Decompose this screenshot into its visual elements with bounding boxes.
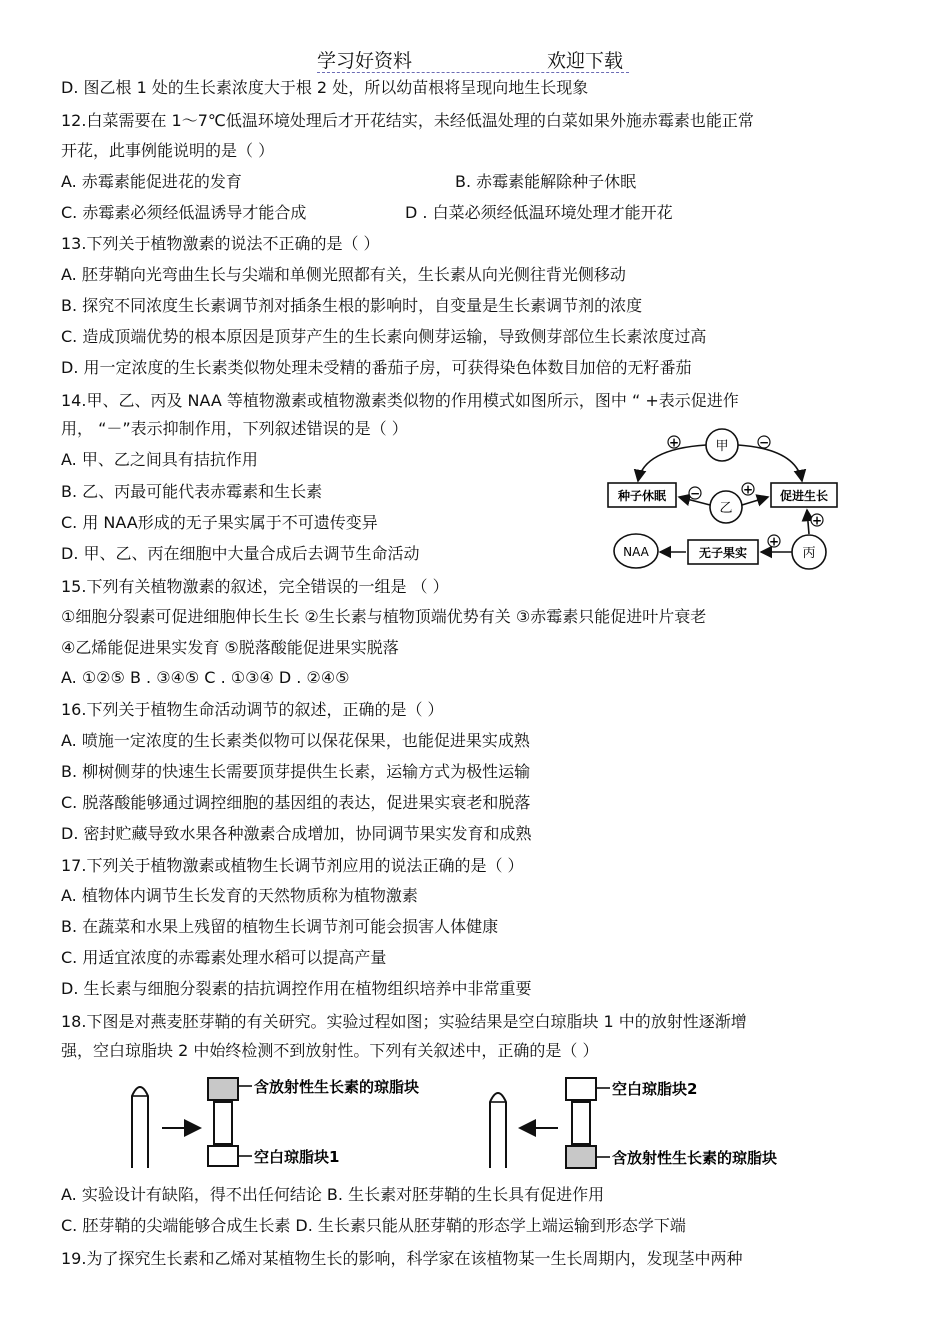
header-dashed-underline — [317, 72, 629, 73]
q18-experiment-diagram — [118, 1072, 838, 1182]
q13-stem: 13.下列关于植物激素的说法不正确的是（ ） — [61, 234, 380, 253]
q16-option-b: B. 柳树侧芽的快速生长需要顶芽提供生长素，运输方式为极性运输 — [61, 762, 531, 781]
jia-label: 甲 — [715, 439, 729, 454]
q13-option-b: B. 探究不同浓度生长素调节剂对插条生根的影响时，自变量是生长素调节剂的浓度 — [61, 296, 643, 315]
minus-sign-jia-right — [758, 436, 770, 450]
arrow-jia-to-growth — [738, 445, 802, 481]
arrow-yi-to-growth — [742, 497, 768, 505]
q12-option-c: C. 赤霉素必须经低温诱导才能合成 — [61, 203, 307, 222]
arrow-jia-to-dormancy — [638, 445, 706, 481]
q18-options-ab: A. 实验设计有缺陷，得不出任何结论 B. 生长素对胚芽鞘的生长具有促进作用 — [61, 1185, 605, 1204]
q14-option-b: B. 乙、丙最可能代表赤霉素和生长素 — [61, 482, 323, 501]
q12-stem-line1: 12.白菜需要在 1～7℃低温环境处理后才开花结实，未经低温处理的白菜如果外施赤霉素也能正常 — [61, 111, 754, 130]
q19-stem: 19.为了探究生长素和乙烯对某植物生长的影响，科学家在该植物某一生长周期内，发现茎中两种 — [61, 1249, 743, 1268]
q14-option-a: A. 甲、乙之间具有拮抗作用 — [61, 450, 258, 469]
q17-option-a: A. 植物体内调节生长发育的天然物质称为植物激素 — [61, 886, 418, 905]
q13-option-d: D. 用一定浓度的生长素类似物处理未受精的番茄子房，可获得染色体数目加倍的无籽番茄 — [61, 358, 692, 377]
q15-options: A. ①②⑤ B . ③④⑤ C . ①③④ D . ②④⑤ — [61, 668, 350, 687]
q12-option-a: A. 赤霉素能促进花的发育 — [61, 172, 242, 191]
bing-label: 丙 — [802, 546, 816, 561]
yi-label: 乙 — [719, 501, 733, 516]
blank-block-2 — [566, 1078, 596, 1100]
plus-sign-bing-left — [768, 535, 780, 549]
arrow-bing-to-growth — [807, 510, 809, 534]
seedless-fruit-label: 无子果实 — [698, 546, 748, 560]
radioactive-label-right: 含放射性生长素的琼脂块 — [612, 1149, 778, 1167]
radioactive-label-left: 含放射性生长素的琼脂块 — [254, 1078, 420, 1096]
radioactive-block-bottom — [566, 1146, 596, 1168]
q17-option-c: C. 用适宜浓度的赤霉素处理水稻可以提高产量 — [61, 948, 387, 967]
radioactive-block-top — [208, 1078, 238, 1100]
plus-sign-yi-right — [742, 483, 754, 497]
q17-stem: 17.下列关于植物激素或植物生长调节剂应用的说法正确的是（ ） — [61, 856, 524, 875]
q11-option-d: D. 图乙根 1 处的生长素浓度大于根 2 处，所以幼苗根将呈现向地生长现象 — [61, 78, 589, 97]
blank1-label: 空白琼脂块1 — [254, 1148, 340, 1166]
q14-stem-line1: 14.甲、乙、丙及 NAA 等植物激素或植物激素类似物的作用模式如图所示，图中 “ +表示促进作 — [61, 391, 739, 410]
q14-stem-line2: 用， “－”表示抑制作用，下列叙述错误的是（ ） — [61, 419, 408, 438]
svg-text:+: + — [811, 513, 823, 528]
coleoptile-right — [490, 1093, 506, 1168]
minus-sign-yi-left — [689, 487, 701, 501]
q17-option-b: B. 在蔬菜和水果上残留的植物生长调节剂可能会损害人体健康 — [61, 917, 499, 936]
q15-items-line2: ④乙烯能促进果实发育 ⑤脱落酸能促进果实脱落 — [61, 638, 399, 657]
header-right-text: 欢迎下载 — [547, 50, 624, 72]
promote-growth-label: 促进生长 — [779, 489, 829, 503]
q13-option-a: A. 胚芽鞘向光弯曲生长与尖端和单侧光照都有关，生长素从向光侧往背光侧移动 — [61, 265, 626, 284]
svg-text:+: + — [742, 482, 754, 497]
q12-option-b: B. 赤霉素能解除种子休眠 — [455, 172, 637, 191]
q18-stem-line1: 18.下图是对燕麦胚芽鞘的有关研究。实验过程如图；实验结果是空白琼脂块 1 中的放射性逐渐增 — [61, 1012, 747, 1031]
q14-option-d: D. 甲、乙、丙在细胞中大量合成后去调节生命活动 — [61, 544, 420, 563]
q16-option-c: C. 脱落酸能够通过调控细胞的基因组的表达，促进果实衰老和脱落 — [61, 793, 531, 812]
q15-items-line1: ①细胞分裂素可促进细胞伸长生长 ②生长素与植物顶端优势有关 ③赤霉素只能促进叶片衰老 — [61, 607, 707, 626]
svg-text:+: + — [768, 534, 780, 549]
q16-option-a: A. 喷施一定浓度的生长素类似物可以保花保果，也能促进果实成熟 — [61, 731, 530, 750]
q16-option-d: D. 密封贮藏导致水果各种激素合成增加，协同调节果实发育和成熟 — [61, 824, 532, 843]
coleoptile-left — [132, 1087, 148, 1168]
q12-stem-line2: 开花，此事例能说明的是（ ） — [61, 141, 275, 160]
coleoptile-segment-left — [214, 1102, 232, 1144]
plus-sign-jia-left — [668, 436, 680, 450]
q14-option-c: C. 用 NAA形成的无子果实属于不可遗传变异 — [61, 513, 378, 532]
coleoptile-segment-right — [572, 1102, 590, 1144]
q18-options-cd: C. 胚芽鞘的尖端能够合成生长素 D. 生长素只能从胚芽鞘的形态学上端运输到形态学下端 — [61, 1216, 686, 1235]
naa-label: NAA — [623, 545, 649, 559]
page-header — [0, 46, 950, 76]
plus-sign-bing-up — [811, 514, 823, 528]
svg-text:+: + — [668, 435, 680, 450]
q17-option-d: D. 生长素与细胞分裂素的拮抗调控作用在植物组织培养中非常重要 — [61, 979, 532, 998]
header-left-text: 学习好资料 — [317, 50, 413, 72]
svg-text:−: − — [689, 486, 701, 501]
q14-hormone-diagram — [596, 421, 858, 587]
svg-text:−: − — [758, 435, 770, 450]
q12-option-d: D . 白菜必须经低温环境处理才能开花 — [405, 203, 673, 222]
q16-stem: 16.下列关于植物生命活动调节的叙述，正确的是（ ） — [61, 700, 444, 719]
seed-dormancy-label: 种子休眠 — [617, 489, 667, 503]
blank2-label: 空白琼脂块2 — [612, 1080, 698, 1098]
q18-stem-line2: 强，空白琼脂块 2 中始终检测不到放射性。下列有关叙述中，正确的是（ ） — [61, 1041, 599, 1060]
q13-option-c: C. 造成顶端优势的根本原因是顶芽产生的生长素向侧芽运输，导致侧芽部位生长素浓度过高 — [61, 327, 707, 346]
blank-block-1 — [208, 1146, 238, 1166]
q15-stem: 15.下列有关植物激素的叙述，完全错误的一组是 （ ） — [61, 577, 449, 596]
